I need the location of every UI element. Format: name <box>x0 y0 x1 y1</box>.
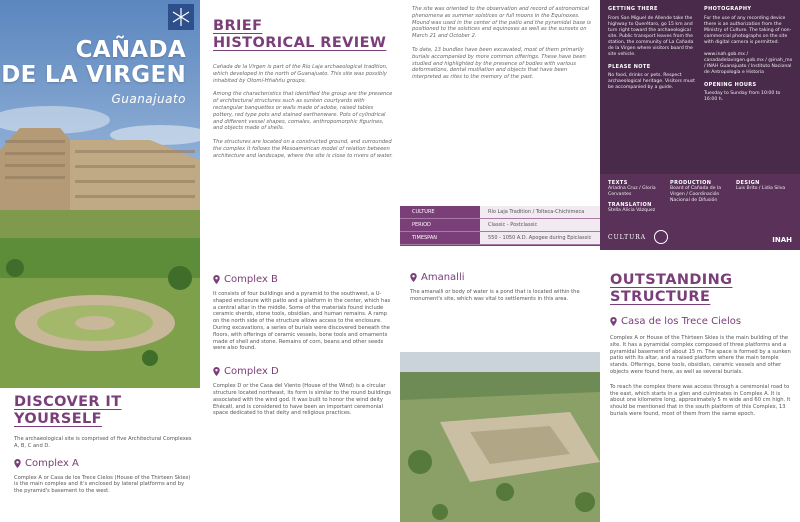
hours-text: Tuesday to Sunday from 10:00 to 16:00 h. <box>704 91 781 102</box>
ruins-photo <box>0 238 200 388</box>
brief-paragraph-2: Among the characteristics that identified the group are the presence of architectural structures such as sunken courtyards with rectangular banquettes or walls made of adobe, raised tables pottery, red type pots and stained earthenware. Pots of cylindrical and different vessel shapes, comales, anthropomorphic figurines, and objects made of shells. <box>213 91 393 132</box>
notice-text: No food, drinks or pets. Respect archaeological heritage. Visitors must be accompanied by a guide. <box>608 73 695 90</box>
brief-panel <box>200 0 400 250</box>
table-key: CULTURE <box>412 209 435 215</box>
design-label: DESIGN <box>736 180 760 186</box>
complex-a-title: Complex A <box>25 457 79 469</box>
outstanding-subtitle: Casa de los Trece Cielos <box>621 316 742 327</box>
table-key: PERIOD <box>412 222 431 228</box>
getting-there-label: GETTING THERE <box>608 6 658 12</box>
getting-there-text: From San Miguel de Allende take the highway to Querétaro, go 15 km and turn right toward the archaeological site. Public transport leaves from the station, the community of La Cañada de la Virgen where visitors board the site vehicle. <box>608 16 694 57</box>
table-value: Classic - Postclassic <box>480 219 600 231</box>
complex-a-text: Complex A or Casa de los Trece Cielos (House of the Thirteen Skies) is the main complex and it's enclosed by lateral platforms and by the pyramid's basement to the west. <box>14 474 191 495</box>
discover-intro: The archaeological site is comprised of five Architectural Complexes A, B, C and D. <box>14 436 192 449</box>
inah-logo: INAH <box>772 236 792 244</box>
brief-heading-line2: HISTORICAL REVIEW <box>213 35 387 51</box>
hours-label: OPENING HOURS <box>704 82 757 88</box>
snowflake-logo <box>168 4 194 30</box>
production-label: PRODUCTION <box>670 180 712 186</box>
discover-heading-line1: DISCOVER IT <box>14 394 122 410</box>
photography-label: PHOTOGRAPHY <box>704 6 752 12</box>
discover-heading-line2: YOURSELF <box>14 411 102 427</box>
cover-photo <box>0 0 200 238</box>
cover-panel <box>0 0 200 238</box>
outstanding-paragraph-1: Complex A or House of the Thirteen Skies is the main building of the site. It has a pyramidal complex composed of three platforms and a pyramidal basement of about 15 m. The space is formed by a sunken patio with its altar, and a raised platform where the main temple stands. Offerings, bone tools, obsidian, ceramic vessels and other objects were found here, as well as several burials. <box>610 335 791 375</box>
table-row <box>400 232 600 245</box>
complex-panel <box>200 250 400 522</box>
site-info-table <box>400 206 600 246</box>
aerial-photo <box>400 352 600 522</box>
info-box <box>600 0 800 174</box>
astro-paragraph-2: To date, 13 bundles have been excavated, most of them primarily burials accompanied by more common offerings. These have been studied and highlighted by the presence of bodies with various deformations, dental mutilation and objects that have been interpreted as rites to the memory of the past. <box>412 46 586 81</box>
brief-paragraph-3: The structures are located on a constructed ground, and surrounded the complex it follows the Mesoamerican model of relation between architecture and landscape, where the site is close to rivers of water. <box>213 139 393 159</box>
amanalli-title: Amanalli <box>421 272 465 283</box>
astro-paragraph-1: The site was oriented to the observation and record of astronomical phenomena as summer solstices or full moons in the Equinoxes. Mound was used in the center of the patio and the pyramidal base is positioned to the solstices and equinoxes as well as the sunsets on March 21 and October 2. <box>412 6 591 40</box>
location-pin-icon <box>410 273 417 282</box>
complex-a-heading <box>14 458 194 469</box>
outstanding-paragraph-2: To reach the complex there was access through a ceremonial road to the east, which starts in a glen and culminates in Complex A. It is about one kilometre long, approximately 5 m wide and 60 cm high. It should be mentioned that in the south platform of this Complex, 13 burials were found, most of them from the same epoch. <box>610 383 791 417</box>
table-row <box>400 206 600 219</box>
outstanding-heading-line1: OUTSTANDING <box>610 272 733 288</box>
table-value: 550 - 1050 A.D. Apogee during Epiclassic <box>480 232 600 244</box>
photography-text: For the use of any recording device there is an authorization from the Ministry of Culture. The taking of non-commercial photographs on the site with digital camera is permitted. <box>704 16 792 45</box>
complex-b-text: It consists of four buildings and a pyramid to the southwest, a U-shaped enclosure with patio and a platform in the center, which has a central altar in the middle. Some of the materials found include ceramic sherds, stone tools, obsidian, and human remains. A ramp on the north side of the structure allows access to the enclosure. During excavations, a series of burials were discovered beneath the floors, with offerings of ceramic vessels, bone tools and ornaments made of shell and stone. Remains of corn, beans and other seeds were also found. <box>213 291 391 352</box>
texts-value: Ariadna Cruz / Gloria Cervantes <box>608 186 656 197</box>
location-pin-icon <box>610 317 617 326</box>
texts-label: TEXTS <box>608 180 628 186</box>
cover-title-line1: CAÑADA <box>75 37 186 63</box>
design-value: Luis Brito / Lidia Silva <box>736 186 786 191</box>
table-key: TIMESPAN <box>412 235 438 241</box>
translation-label: TRANSLATION <box>608 202 652 208</box>
notice-label: PLEASE NOTE <box>608 64 651 70</box>
brief-paragraph-1: Cañada de la Virgen is part of the Río Laja archaeological tradition, which developed in the north of Guanajuato. This site was possibly inhabited by Otomí-Hñahñu groups. <box>213 64 388 84</box>
amanalli-text: The amanalli or body of water is a pond that is located within the monument's site, which was vital to settlements in this area. <box>410 289 580 302</box>
complex-d-title: Complex D <box>224 366 279 378</box>
location-pin-icon <box>213 275 220 284</box>
table-row <box>400 219 600 232</box>
outstanding-subheading <box>610 316 794 327</box>
location-pin-icon <box>213 367 220 376</box>
outstanding-heading <box>610 272 794 306</box>
table-value: Río Laja Tradition / Tolteca-Chichimeca <box>480 206 600 218</box>
cover-subtitle: Guanajuato <box>111 92 186 106</box>
discover-panel <box>0 238 200 522</box>
discover-heading <box>14 394 194 428</box>
cover-title-line2: DE LA VIRGEN <box>1 62 186 88</box>
translation-value: Stella Alicia Vázquez <box>608 208 656 213</box>
complex-b-heading <box>213 274 393 285</box>
brief-heading-line1: BRIEF <box>213 18 263 34</box>
complex-d-text: Complex D or the Casa del Viento (House of the Wind) is a circular structure located northeast, its form is similar to the round buildings associated with the wind god. It was built to honor the wind deity Ehécatl, and is considered to have been an important ceremonial space dedicated to that deity and religious practices. <box>213 383 391 417</box>
production-value: Board of Cañada de la Virgen / Coordinación Nacional de Difusión <box>670 186 722 203</box>
cover-title <box>1 38 186 88</box>
complex-d-heading <box>213 366 393 377</box>
amanalli-panel <box>400 250 600 522</box>
amanalli-heading <box>410 272 594 283</box>
outstanding-heading-line2: STRUCTURE <box>610 289 711 305</box>
web-links: www.inah.gob.mx / canadadelavirgen.gob.mx / @inah_mx / INAH Guanajuato / Instituto Nacional de Antropología e Historia <box>704 52 793 75</box>
outstanding-panel <box>600 250 800 522</box>
brief-heading <box>213 18 393 52</box>
credits-panel <box>600 174 800 250</box>
complex-b-title: Complex B <box>224 274 278 285</box>
cultura-logo: CULTURA <box>608 233 647 241</box>
location-pin-icon <box>14 459 21 468</box>
seal-icon <box>654 230 668 244</box>
